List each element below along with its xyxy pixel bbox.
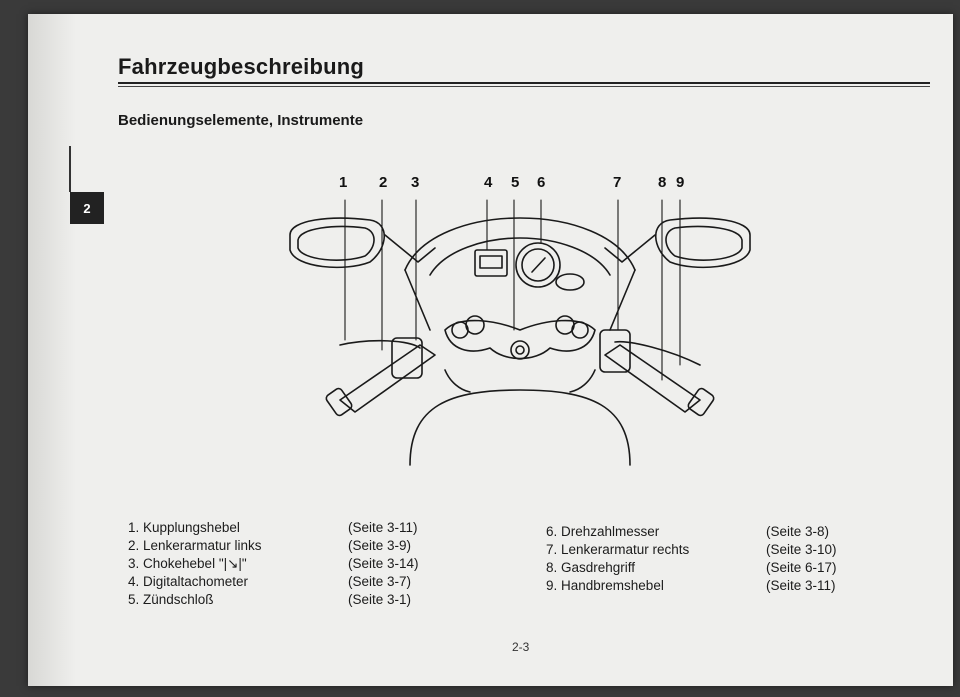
callout-2: 2 — [379, 174, 388, 191]
legend-item-ref: (Seite 3-11) — [766, 578, 836, 593]
legend-item-name: 5. Zündschloß — [128, 592, 214, 607]
right-switchgear — [600, 330, 630, 372]
left-switchgear — [392, 338, 422, 378]
legend-item-ref: (Seite 6-17) — [766, 560, 837, 575]
page-title: Fahrzeugbeschreibung — [118, 54, 365, 79]
section-subtitle: Bedienungselemente, Instrumente — [118, 112, 364, 129]
fairing-outline — [405, 218, 635, 270]
legend-item-name: 3. Chokehebel "|↘|" — [128, 556, 247, 571]
legend-item-name: 6. Drehzahlmesser — [546, 524, 660, 539]
fairing-inner — [430, 238, 610, 275]
legend-item-ref: (Seite 3-10) — [766, 542, 837, 557]
side-marker-line — [69, 146, 71, 192]
legend-item-name: 9. Handbremshebel — [546, 578, 664, 593]
legend-item-ref: (Seite 3-9) — [348, 538, 412, 553]
legend-item-ref: (Seite 3-1) — [348, 592, 412, 607]
callout-4: 4 — [484, 174, 493, 191]
legend-item-ref: (Seite 3-11) — [348, 520, 418, 535]
section-tab: 2 — [70, 192, 104, 224]
legend-item-name: 8. Gasdrehgriff — [546, 560, 636, 575]
callout-7: 7 — [613, 174, 622, 191]
legend-item-ref: (Seite 3-7) — [348, 574, 412, 589]
title-rule-secondary — [118, 86, 930, 87]
callout-3: 3 — [411, 174, 420, 191]
right-mirror — [605, 218, 750, 267]
legend-item-name: 2. Lenkerarmatur links — [128, 538, 262, 553]
callout-8: 8 — [658, 174, 667, 191]
callout-5: 5 — [511, 174, 520, 191]
callout-1: 1 — [339, 174, 348, 191]
legend-item-name: 1. Kupplungshebel — [128, 520, 240, 535]
brake-lever — [615, 342, 700, 365]
fuel-tank — [410, 390, 630, 465]
legend-item-ref: (Seite 3-8) — [766, 524, 830, 539]
right-handlebar — [605, 345, 700, 412]
page-fold-shadow — [28, 14, 76, 686]
page-number: 2-3 — [512, 640, 530, 654]
left-handlebar — [340, 345, 435, 412]
callout-9: 9 — [676, 174, 685, 191]
legend-item-ref: (Seite 3-14) — [348, 556, 419, 571]
title-rule — [118, 82, 930, 84]
legend-item-name: 4. Digitaltachometer — [128, 574, 249, 589]
callout-6: 6 — [537, 174, 546, 191]
left-mirror — [290, 218, 435, 267]
clutch-lever — [340, 341, 420, 348]
motorcycle-cockpit-diagram — [270, 190, 770, 475]
legend-item-name: 7. Lenkerarmatur rechts — [546, 542, 690, 557]
